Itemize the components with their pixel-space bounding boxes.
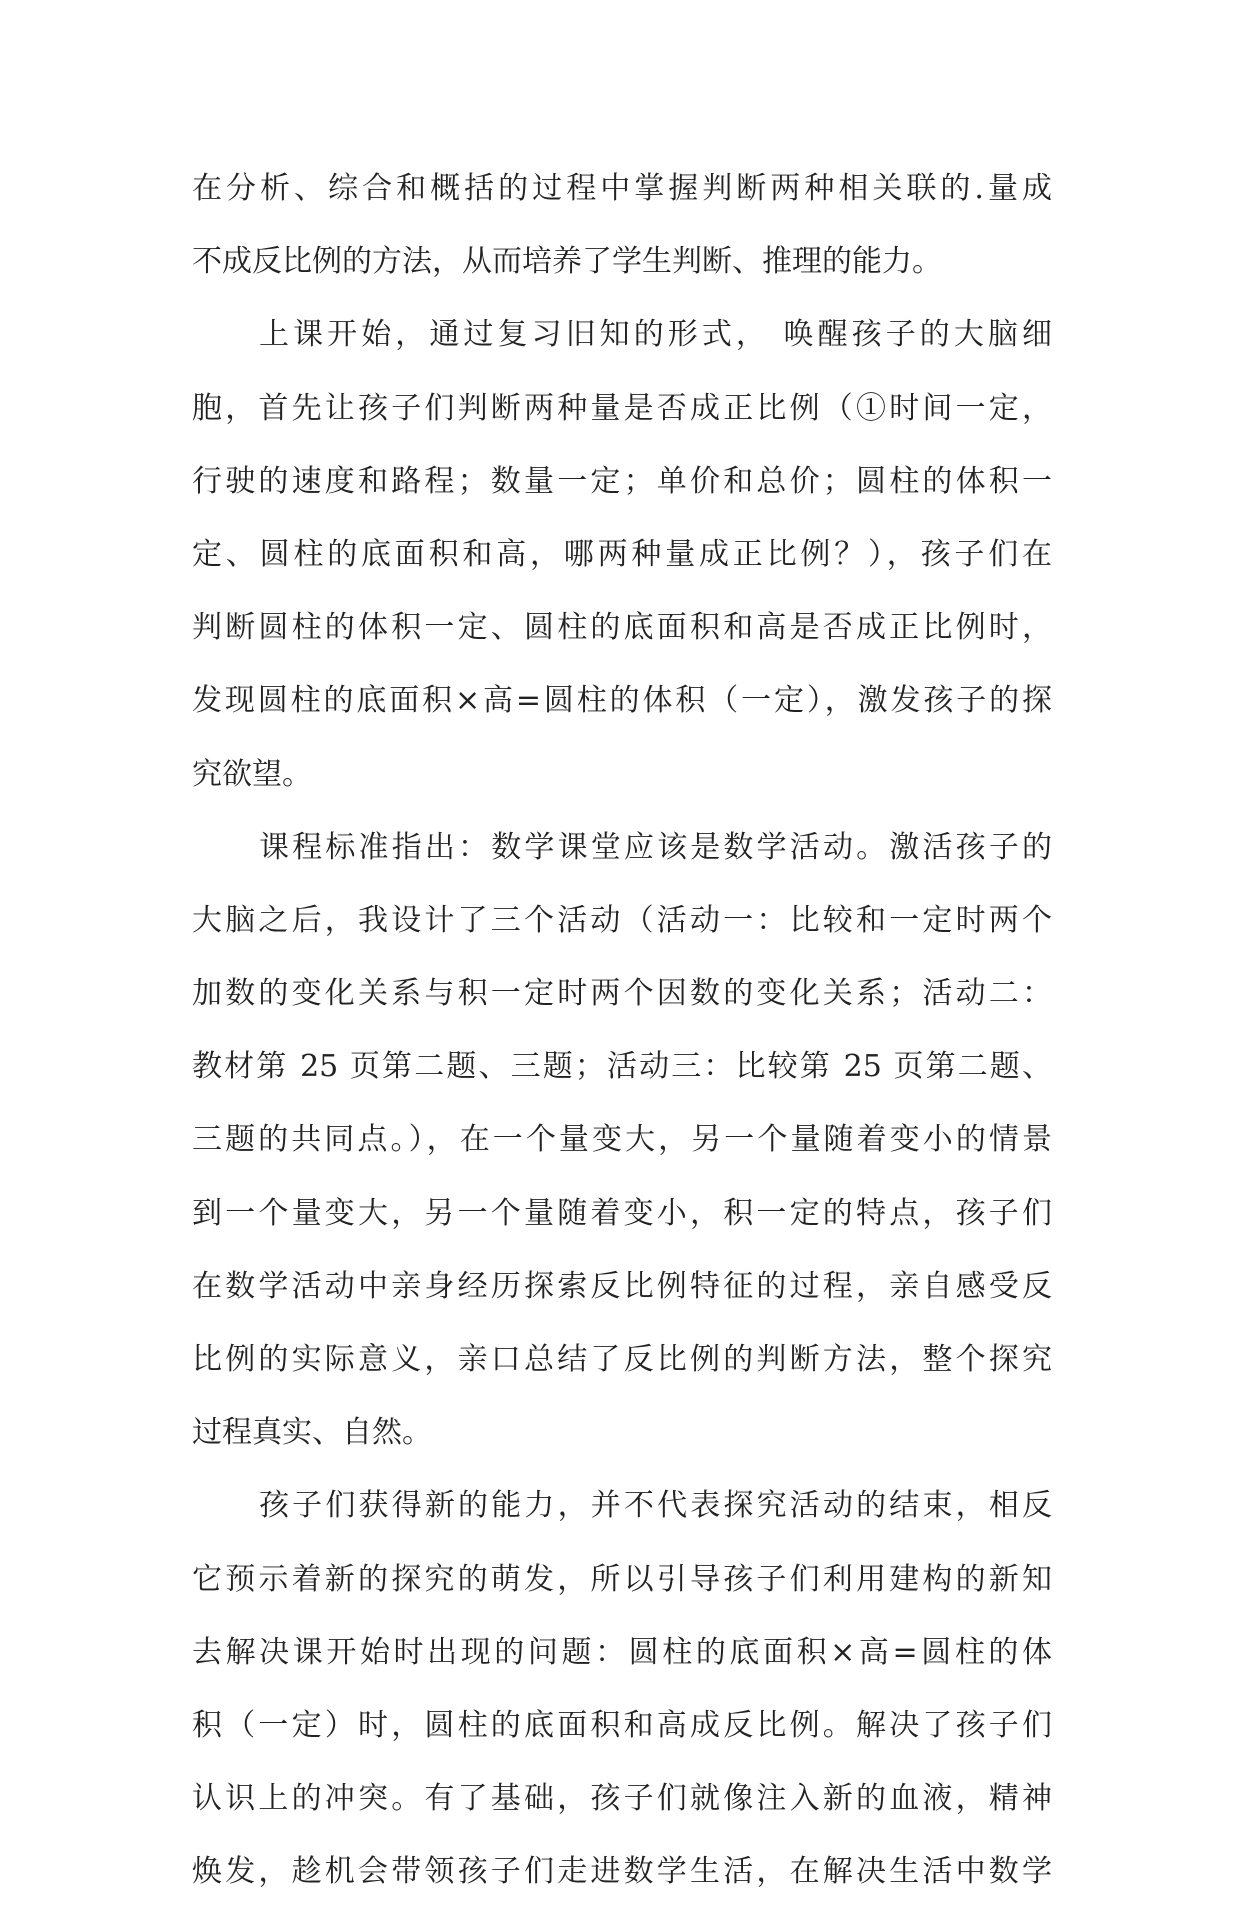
body-text: [192, 152, 1052, 1909]
text-line: 到一个量变大，另一个量随着变小，积一定的特点，孩子们: [192, 1195, 1052, 1231]
text-line: 判断圆柱的体积一定、圆柱的底面积和高是否成正比例时，: [192, 610, 1052, 646]
text-line: 不成反比例的方法，从而培养了学生判断、推理的能力。: [192, 244, 942, 280]
text-line: 积（一定）时，圆柱的底面积和高成反比例。解决了孩子们: [192, 1707, 1052, 1743]
text-line: 胞，首先让孩子们判断两种量是否成正比例（①时间一定，: [192, 390, 1052, 426]
text-line: 焕发，趁机会带领孩子们走进数学生活，在解决生活中数学: [192, 1854, 1052, 1890]
text-line: 大脑之后，我设计了三个活动（活动一：比较和一定时两个: [192, 902, 1052, 938]
text-line: 在分析、综合和概括的过程中掌握判断两种相关联的.量成: [192, 171, 1052, 206]
text-line: 在数学活动中亲身经历探索反比例特征的过程，亲自感受反: [192, 1268, 1052, 1304]
text-line: 究欲望。: [192, 756, 312, 792]
text-line: 行驶的速度和路程；数量一定；单价和总价；圆柱的体积一: [192, 463, 1052, 499]
text-line: 发现圆柱的底面积×高=圆柱的体积（一定），激发孩子的探: [192, 683, 1052, 719]
paragraph-start-line: 孩子们获得新的能力，并不代表探究活动的结束，相反: [259, 1488, 1052, 1524]
paragraph-start-line: 上课开始，通过复习旧知的形式， 唤醒孩子的大脑细: [259, 317, 1052, 353]
paragraph-start-line: 课程标准指出：数学课堂应该是数学活动。激活孩子的: [259, 829, 1052, 865]
text-line: 去解决课开始时出现的问题：圆柱的底面积×高=圆柱的体: [192, 1634, 1052, 1670]
text-line: 它预示着新的探究的萌发，所以引导孩子们利用建构的新知: [192, 1561, 1052, 1597]
text-line: 教材第 25 页第二题、三题；活动三：比较第 25 页第二题、: [192, 1049, 1052, 1085]
text-line: 比例的实际意义，亲口总结了反比例的判断方法，整个探究: [192, 1342, 1052, 1377]
text-line: 过程真实、自然。: [192, 1415, 432, 1451]
text-line: 加数的变化关系与积一定时两个因数的变化关系；活动二：: [192, 976, 1052, 1012]
text-line: 三题的共同点。），在一个量变大，另一个量随着变小的情景: [192, 1122, 1052, 1158]
text-line: 认识上的冲突。有了基础，孩子们就像注入新的血液，精神: [192, 1781, 1052, 1817]
text-line: 定、圆柱的底面积和高，哪两种量成正比例？），孩子们在: [192, 536, 1052, 572]
